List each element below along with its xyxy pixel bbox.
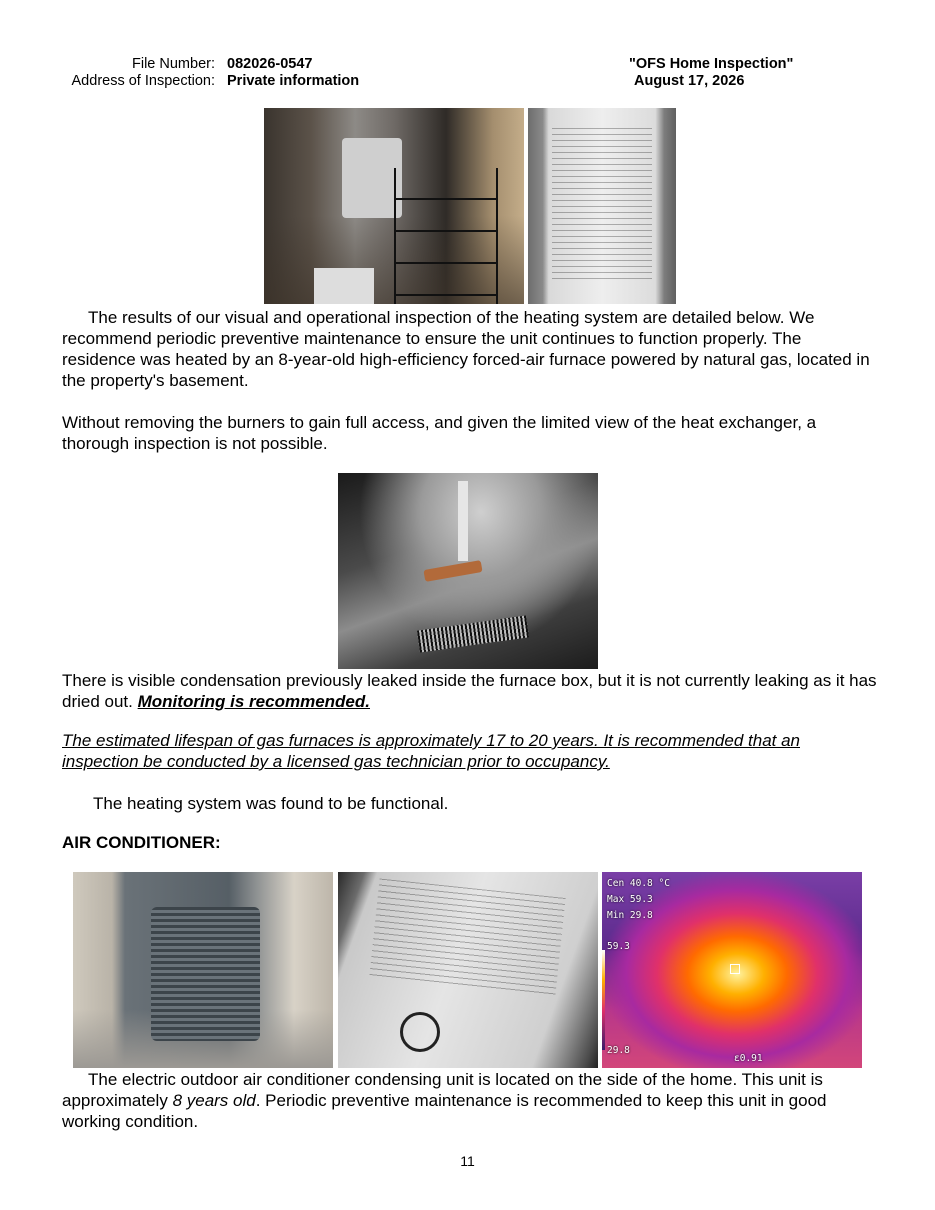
ac-rating-plate-photo: [338, 872, 598, 1068]
furnace-rating-plate-photo: [528, 108, 676, 304]
heating-intro-paragraph: The results of our visual and operational inspection of the heating system are detailed below. We recommend periodic preventive maintenance to ensure the unit continues to function properly. The residence was heated by an 8-year-old high-efficiency forced-air furnace powered by natural gas, located in the property's basement.: [62, 308, 870, 390]
air-conditioner-heading: AIR CONDITIONER:: [62, 833, 221, 852]
ac-thermal-image: [602, 872, 862, 1068]
inspection-date: August 17, 2026: [634, 73, 745, 89]
condensation-text: There is visible condensation previously leaked inside the furnace box, but it is not currently leaking as it has dried out.: [62, 671, 877, 711]
ac-text-after: . Periodic preventive maintenance is recommended to keep this unit in good working condition.: [62, 1091, 827, 1131]
heating-limitation-paragraph: Without removing the burners to gain full access, and given the limited view of the heat exchanger, a thorough inspection is not possible.: [62, 413, 817, 453]
thermal-center-temp: Cen 40.8 °C: [607, 878, 670, 889]
ac-text-before: The electric outdoor air conditioner condensing unit is located on the side of the home. This unit is approximately: [62, 1070, 823, 1110]
ac-unit-photo: [73, 872, 333, 1068]
heating-functional-text: The heating system was found to be functional.: [93, 794, 449, 813]
company-name: "OFS Home Inspection": [629, 56, 794, 72]
file-number-label: File Number:: [132, 56, 215, 72]
file-number-value: 082026-0547: [227, 56, 313, 72]
page-number: 11: [460, 1153, 475, 1169]
monitoring-note: Monitoring is recommended.: [137, 692, 370, 711]
furnace-photo: [264, 108, 524, 304]
ac-age: 8 years old: [172, 1091, 256, 1110]
ac-paragraph: [62, 1069, 877, 1132]
address-label: Address of Inspection:: [71, 73, 215, 89]
crosshair-icon: [730, 964, 740, 974]
thermal-scale-bottom: 29.8: [607, 1045, 630, 1056]
condensation-photo: [338, 473, 598, 669]
condensation-paragraph: [62, 670, 877, 712]
thermal-max-temp: Max 59.3: [607, 894, 653, 905]
thermal-scale-bar: [602, 950, 605, 1050]
thermal-emissivity: ε0.91: [734, 1053, 763, 1064]
address-value: Private information: [227, 73, 360, 89]
thermal-min-temp: Min 29.8: [607, 910, 653, 921]
lifespan-note: The estimated lifespan of gas furnaces is approximately 17 to 20 years. It is recommended that an inspection be conducted by a licensed gas technician prior to occupancy.: [62, 731, 800, 771]
thermal-scale-top: 59.3: [607, 941, 630, 952]
